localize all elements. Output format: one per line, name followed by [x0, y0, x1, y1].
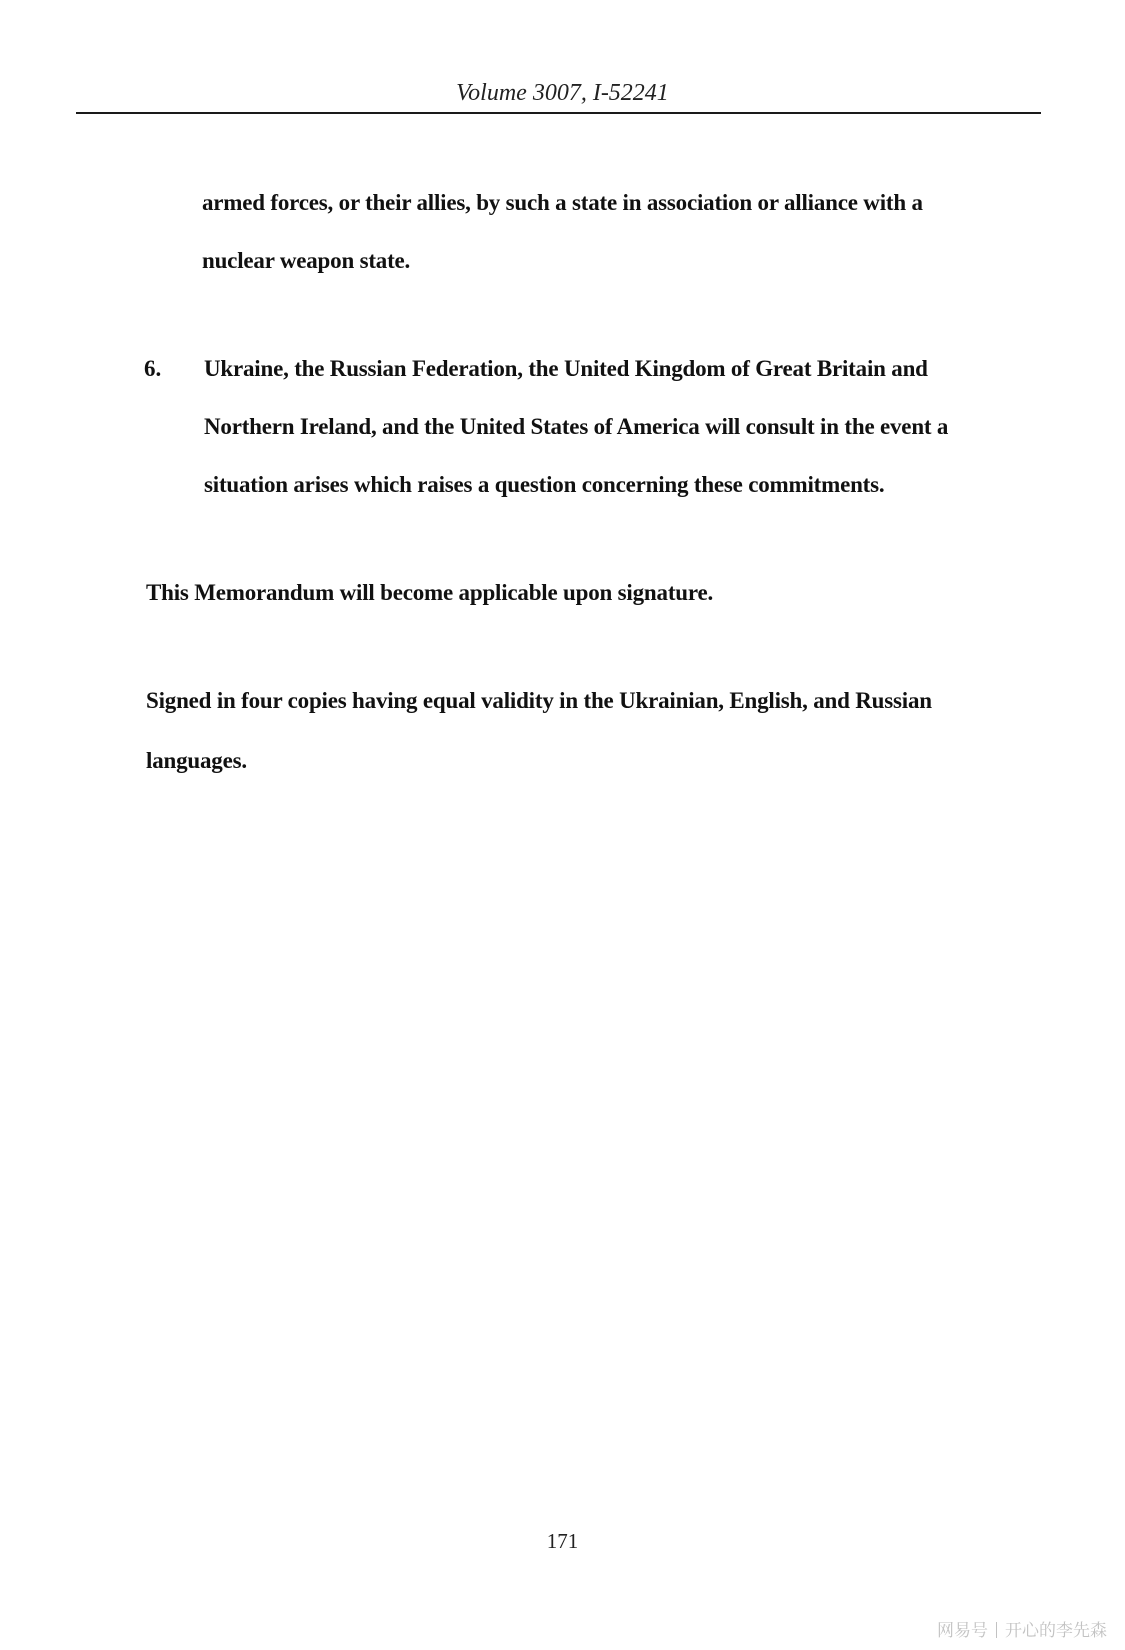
header-divider: [76, 112, 1041, 114]
continuation-line-2: nuclear weapon state.: [202, 248, 411, 273]
page-number: 171: [546, 1529, 579, 1553]
continuation-line-1: armed forces, or their allies, by such a state in association or alliance with a: [202, 190, 923, 215]
volume-header: Volume 3007, I-52241: [456, 80, 669, 106]
watermark: [937, 1616, 1107, 1641]
item-6-line-3: situation arises which raises a question concerning these commitments.: [204, 472, 885, 497]
item-6-number: 6.: [144, 356, 162, 381]
watermark-brand: 网易号: [937, 1621, 988, 1641]
watermark-separator: [996, 1622, 997, 1638]
applicability-sentence: This Memorandum will become applicable upon signature.: [146, 580, 714, 605]
item-6-line-1: Ukraine, the Russian Federation, the United Kingdom of Great Britain and: [204, 356, 928, 381]
signed-line-1: Signed in four copies having equal validity in the Ukrainian, English, and Russian: [146, 688, 932, 713]
item-6-line-2: Northern Ireland, and the United States of America will consult in the event a: [204, 414, 949, 439]
watermark-author: 开心的李先森: [1005, 1621, 1107, 1641]
signed-line-2: languages.: [146, 748, 247, 773]
